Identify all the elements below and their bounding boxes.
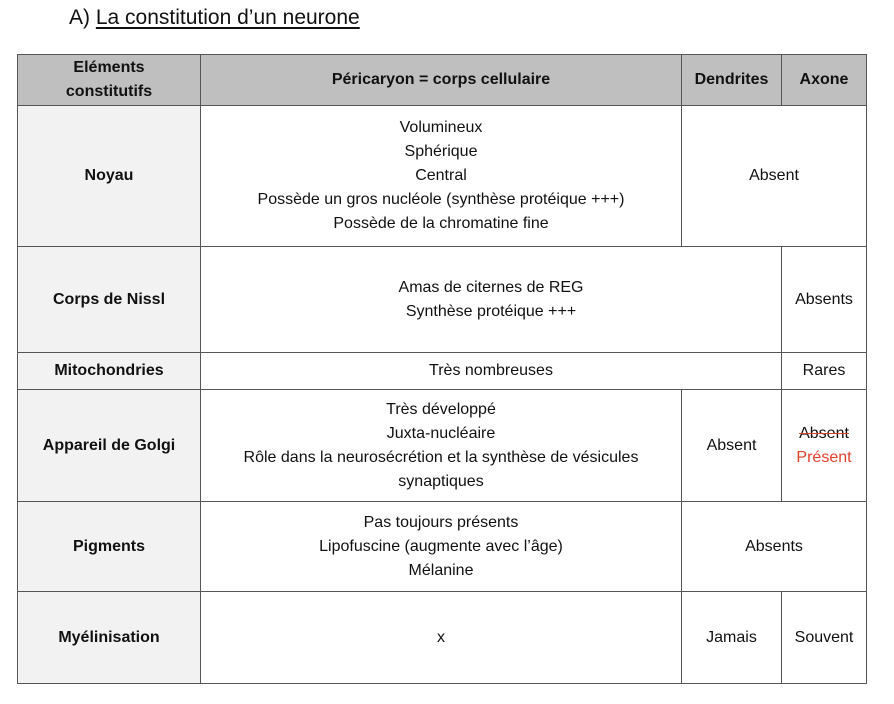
header-elements bbox=[18, 55, 201, 106]
row-label-nissl: Corps de Nissl bbox=[18, 247, 201, 353]
cell-golgi-pericaryon bbox=[201, 390, 682, 502]
cell-line: Sphérique bbox=[404, 143, 478, 160]
header-elements-line: constitutifs bbox=[65, 83, 153, 100]
cell-line: Synthèse protéique +++ bbox=[405, 302, 577, 320]
section-title bbox=[69, 6, 360, 30]
table-header-row bbox=[18, 55, 867, 106]
row-label-golgi: Appareil de Golgi bbox=[18, 390, 201, 502]
cell-line: Volumineux bbox=[399, 119, 483, 136]
row-label-mito: Mitochondries bbox=[18, 353, 201, 390]
cell-noyau-dendrites-axone: Absent bbox=[682, 106, 867, 247]
row-label-myelin: Myélinisation bbox=[18, 592, 201, 684]
cell-line: Lipofuscine (augmente avec l’âge) bbox=[319, 537, 563, 555]
cell-line: synaptiques bbox=[398, 472, 484, 490]
cell-line: Amas de citernes de REG bbox=[398, 278, 584, 296]
cell-line: Possède un gros nucléole (synthèse protéique +++) bbox=[257, 191, 625, 208]
cell-myelin-pericaryon: x bbox=[201, 592, 682, 684]
cell-nissl-pericaryon-dendrites bbox=[201, 247, 782, 353]
struck-value: Absent bbox=[799, 424, 849, 442]
cell-myelin-axone: Souvent bbox=[782, 592, 867, 684]
cell-nissl-axone: Absents bbox=[782, 247, 867, 353]
table-row bbox=[18, 502, 867, 592]
cell-mito-axone: Rares bbox=[782, 353, 867, 390]
cell-line: Pas toujours présents bbox=[363, 513, 519, 531]
table-row bbox=[18, 247, 867, 353]
header-axone: Axone bbox=[782, 55, 867, 106]
cell-golgi-dendrites: Absent bbox=[682, 390, 782, 502]
cell-line: Rôle dans la neurosécrétion et la synthèse de vésicules bbox=[243, 448, 639, 466]
header-dendrites: Dendrites bbox=[682, 55, 782, 106]
table-row bbox=[18, 353, 867, 390]
header-elements-line: Eléments bbox=[73, 59, 145, 76]
table-row bbox=[18, 592, 867, 684]
cell-line: Très développé bbox=[386, 400, 496, 418]
table-row bbox=[18, 390, 867, 502]
row-label-pigments: Pigments bbox=[18, 502, 201, 592]
cell-mito-pericaryon-dendrites: Très nombreuses bbox=[201, 353, 782, 390]
header-pericaryon: Péricaryon = corps cellulaire bbox=[201, 55, 682, 106]
cell-line: Juxta-nucléaire bbox=[386, 424, 496, 442]
cell-myelin-dendrites: Jamais bbox=[682, 592, 782, 684]
section-title-text: La constitution d’un neurone bbox=[95, 6, 360, 29]
cell-line: Central bbox=[415, 167, 467, 184]
cell-line: Mélanine bbox=[408, 561, 474, 579]
cell-pigments-dendrites-axone: Absents bbox=[682, 502, 867, 592]
cell-golgi-axone bbox=[782, 390, 867, 502]
table-row bbox=[18, 106, 867, 247]
corrected-value: Présent bbox=[796, 448, 852, 466]
cell-line: Possède de la chromatine fine bbox=[333, 215, 549, 232]
cell-pigments-pericaryon bbox=[201, 502, 682, 592]
section-title-prefix: A) bbox=[69, 6, 90, 29]
cell-noyau-pericaryon bbox=[201, 106, 682, 247]
neuron-constitution-table bbox=[17, 54, 867, 684]
row-label-noyau: Noyau bbox=[18, 106, 201, 247]
